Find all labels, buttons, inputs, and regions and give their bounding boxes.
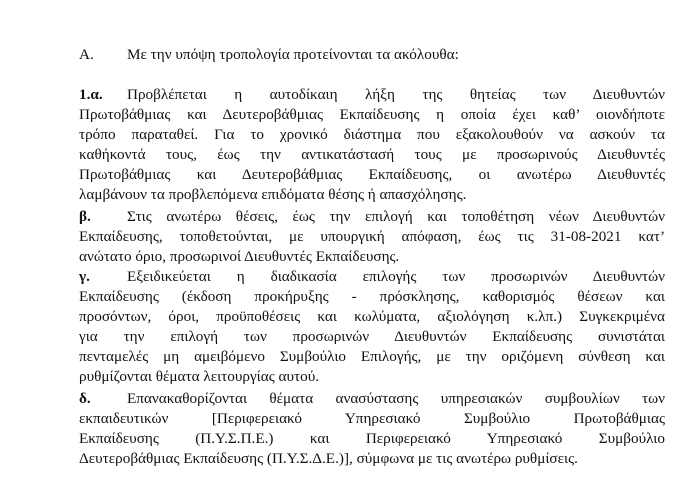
paragraph-line: Δευτεροβάθμιας Εκπαίδευσης (Π.Υ.Σ.Δ.Ε.)], σύμφωνα με τις ανωτέρω ρυθμίσεις. — [79, 450, 578, 467]
paragraph-line: β. Στις ανωτέρω θέσεις, έως την επιλογή και τοποθέτηση νέων Διευθυντών — [79, 208, 665, 225]
paragraph-line: πενταμελές μη αμειβόμενο Συμβούλιο Επιλογής, με την οριζόμενη σύνθεση και — [79, 348, 665, 365]
paragraph-line: προσόντων, όροι, προϋποθέσεις και κωλύματα, αξιολόγηση κ.λπ.) Συγκεκριμένα — [79, 308, 665, 325]
paragraph-1d — [79, 389, 665, 469]
paragraph-line: καθήκοντά τους, έως την αντικατάστασή τους με προσωρινούς Διευθυντές — [79, 146, 665, 163]
paragraph-line: 1.α. Προβλέπεται η αυτοδίκαιη λήξη της θητείας των Διευθυντών — [79, 86, 665, 103]
paragraph-line: ρυθμίζονται θέματα λειτουργίας αυτού. — [79, 368, 320, 385]
paragraph-line: Πρωτοβάθμιας και Δευτεροβάθμιας Εκπαίδευσης η οποία έχει καθ’ οιονδήποτε — [79, 106, 665, 123]
paragraph-line: λαμβάνουν τα προβλεπόμενα επιδόματα θέσης ή απασχόλησης. — [79, 186, 467, 203]
item-label: δ. — [79, 390, 91, 407]
paragraph-line: Πρωτοβάθμιας και Δευτεροβάθμιας Εκπαίδευσης, οι ανωτέρω Διευθυντές — [79, 166, 665, 183]
paragraph-line: εκπαιδευτικών [Περιφερειακό Υπηρεσιακό Συμβούλιο Πρωτοβάθμιας — [79, 410, 665, 427]
paragraph-line: τρόπο παραταθεί. Για το χρονικό διάστημα που εξακολουθούν να ασκούν τα — [79, 126, 665, 143]
paragraph-line: γ. Εξειδικεύεται η διαδικασία επιλογής των προσωρινών Διευθυντών — [79, 268, 665, 285]
paragraph-line: Εκπαίδευσης, τοποθετούνται, με υπουργική απόφαση, έως τις 31-08-2021 κατ’ — [79, 228, 665, 245]
section-label: Α. — [79, 46, 94, 63]
item-label: γ. — [79, 268, 90, 285]
item-label: β. — [79, 208, 91, 225]
item-label: 1.α. — [79, 86, 103, 103]
paragraph-1c — [79, 267, 665, 387]
paragraph-line: δ. Επανακαθορίζονται θέματα ανασύστασης υπηρεσιακών συμβουλίων των — [79, 390, 665, 407]
paragraph-line: για την επιλογή των προσωρινών Διευθυντών Εκπαίδευσης συνιστάται — [79, 328, 665, 345]
paragraph-line: Εκπαίδευσης (έκδοση προκήρυξης - πρόσκλησης, καθορισμός θέσεων και — [79, 288, 665, 305]
paragraph-1b — [79, 207, 665, 267]
section-heading — [79, 45, 679, 65]
paragraph-line: ανώτατο όριο, προσωρινοί Διευθυντές Εκπαίδευσης. — [79, 248, 400, 265]
section-intro: Με την υπόψη τροπολογία προτείνονται τα ακόλουθα: — [127, 46, 459, 63]
paragraph-1a — [79, 85, 665, 205]
paragraph-line: Εκπαίδευσης (Π.Υ.Σ.Π.Ε.) και Περιφερειακό Υπηρεσιακό Συμβούλιο — [79, 430, 665, 447]
